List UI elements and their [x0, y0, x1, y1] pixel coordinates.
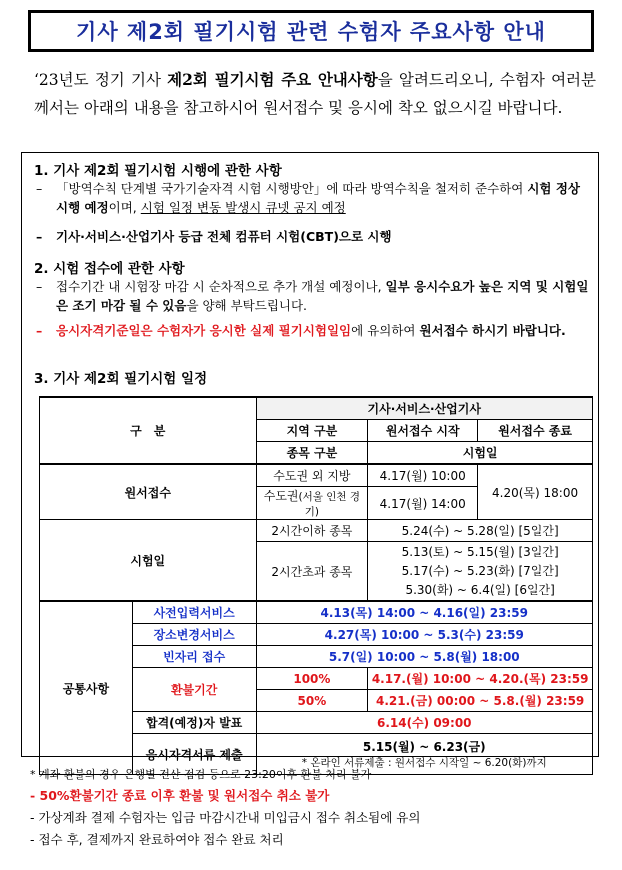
section2-heading: 2. 시험 접수에 관한 사항	[34, 261, 185, 277]
row-common: 공통사항	[40, 601, 133, 775]
s1-item1-d: 시험 일정 변동 발생시 큐넷 공지 예정	[140, 200, 346, 215]
region1-start: 4.17(월) 10:00	[368, 464, 478, 487]
docs-value: 5.15(월) ~ 6.23(금)	[362, 740, 486, 754]
pre-input-label: 사전입력서비스	[132, 601, 256, 624]
vacancy-value: 5.7(일) 10:00 ~ 5.8(월) 18:00	[256, 646, 593, 668]
pre-input-value: 4.13(목) 14:00 ~ 4.16(일) 23:59	[256, 601, 593, 624]
section1-item2: – 기사·서비스·산업기사 등급 전체 컴퓨터 시험(CBT)으로 시행	[36, 227, 594, 246]
s2-item2-b: 에 유의하여	[351, 323, 420, 338]
th-exam-date: 시험일	[368, 442, 593, 465]
section1-heading: 1. 기사 제2회 필기시험 시행에 관한 사항	[34, 163, 282, 179]
s1-item1-c: 이며,	[108, 200, 141, 215]
th-reg-start: 원서접수 시작	[368, 420, 478, 442]
pass-value: 6.14(수) 09:00	[256, 712, 593, 734]
refund-100-value: 4.17.(월) 10:00 ~ 4.20.(목) 23:59	[368, 668, 593, 690]
item1-label: 2시간이하 종목	[256, 520, 368, 542]
section2-item2: – 응시자격기준일은 수험자가 응시한 실제 필기시험일임에 유의하여 원서접수 하시기 바랍니다.	[36, 323, 566, 338]
th-reg-end: 원서접수 종료	[478, 420, 593, 442]
th-item-gubun: 종목 구분	[256, 442, 368, 465]
intro-paragraph	[34, 66, 596, 122]
item1-date: 5.24(수) ~ 5.28(일) [5일간]	[368, 520, 593, 542]
intro-text-1: ‘23년도 정기 기사	[34, 71, 168, 89]
region2-sub: (서울 인천 경기)	[298, 491, 361, 518]
footer-note3: - 가상계좌 결제 수험자는 입금 마감시간내 미입금시 접수 취소됨에 유의	[30, 810, 421, 825]
docs-label: 응시자격서류 제출	[132, 734, 256, 775]
region2-start: 4.17(월) 14:00	[368, 487, 478, 520]
title-box	[28, 10, 594, 52]
refund-label: 환불기간	[132, 668, 256, 712]
footer-note2: - 50%환불기간 종료 이후 환불 및 원서접수 취소 불가	[30, 788, 330, 803]
s2-item1-a: 접수기간 내 시험장 마감 시 순차적으로 추가 개설 예정이나,	[56, 279, 386, 294]
section1-item1: – 「방역수칙 단계별 국가기술자격 시험 시행방안」에 따라 방역수칙을 철저히 준수하여 시험 정상 시행 예정이며, 시험 일정 변동 발생시 큐넷 공지 예정	[36, 181, 580, 215]
item2-label: 2시간초과 종목	[256, 542, 368, 602]
section3-heading: 3. 기사 제2회 필기시험 일정	[34, 371, 208, 387]
place-change-label: 장소변경서비스	[132, 624, 256, 646]
section2-item1: – 접수기간 내 시험장 마감 시 순차적으로 추가 개설 예정이나, 일부 응시수요가 높은 지역 및 시험일은 조기 마감 될 수 있음을 양해 부탁드립니다.	[36, 279, 589, 313]
th-gubun: 구 분	[40, 397, 257, 464]
item2-dates	[368, 542, 593, 602]
s1-item1-a: 「방역수칙 단계별 국가기술자격 시험 시행방안」에 따라 방역수칙을 철저히 준수하여	[56, 181, 528, 196]
s2-item2-c: 원서접수 하시기 바랍니다.	[419, 323, 566, 338]
row-examday: 시험일	[40, 520, 257, 602]
page-title: 기사 제2회 필기시험 관련 수험자 주요사항 안내	[76, 20, 546, 44]
th-grade: 기사·서비스·산업기사	[256, 397, 593, 420]
s2-item1-b: 일부 응시수요가 높은 지역 및 시험일은 조기 마감 될 수 있음	[56, 279, 589, 313]
footer-note1: * 계좌 환불의 경우 은행별 전산 점검 등으로 23:20이후 환불 처리 불가	[30, 768, 372, 781]
region1: 수도권 외 지방	[256, 464, 368, 487]
s2-item1-c: 을 양해 부탁드립니다.	[186, 298, 308, 313]
s1-item1-b: 시험 정상 시행 예정	[56, 181, 580, 215]
item2-date3: 5.30(화) ~ 6.4(일) [6일간]	[405, 582, 555, 597]
th-region-gubun: 지역 구분	[256, 420, 368, 442]
intro-text-2: 을 알려드리오니, 수험자 여러분께서는 아래의 내용을 참고하시어 원서접수 및 응시에 착오 없으시길 바랍니다.	[34, 71, 596, 117]
intro-bold: 제2회 필기시험 주요 안내사항	[167, 70, 378, 89]
s2-item2-a: 응시자격기준일은 수험자가 응시한 실제 필기시험일임	[56, 323, 352, 338]
region2-main: 수도권	[263, 489, 299, 503]
place-change-value: 4.27(목) 10:00 ~ 5.3(수) 23:59	[256, 624, 593, 646]
s1-item2-text: 기사·서비스·산업기사 등급 전체 컴퓨터 시험(CBT)으로 시행	[56, 229, 392, 244]
main-content-box	[21, 152, 599, 769]
reg-end-value: 4.20(목) 18:00	[478, 464, 593, 520]
region2	[256, 487, 368, 520]
item2-date2: 5.17(수) ~ 5.23(화) [7일간]	[401, 563, 559, 578]
schedule-table	[39, 396, 593, 775]
row-reg: 원서접수	[40, 464, 257, 520]
pass-label: 합격(예정)자 발표	[132, 712, 256, 734]
footer-note4: - 접수 후, 결제까지 완료하여야 접수 완료 처리	[30, 832, 284, 847]
refund-50-value: 4.21.(금) 00:00 ~ 5.8.(월) 23:59	[368, 690, 593, 712]
docs-note: * 온라인 서류제출 : 원서접수 시작일 ~ 6.20(화)까지	[301, 757, 547, 769]
refund-50: 50%	[256, 690, 368, 712]
refund-100: 100%	[256, 668, 368, 690]
item2-date1: 5.13(토) ~ 5.15(월) [3일간]	[401, 544, 559, 559]
vacancy-label: 빈자리 접수	[132, 646, 256, 668]
